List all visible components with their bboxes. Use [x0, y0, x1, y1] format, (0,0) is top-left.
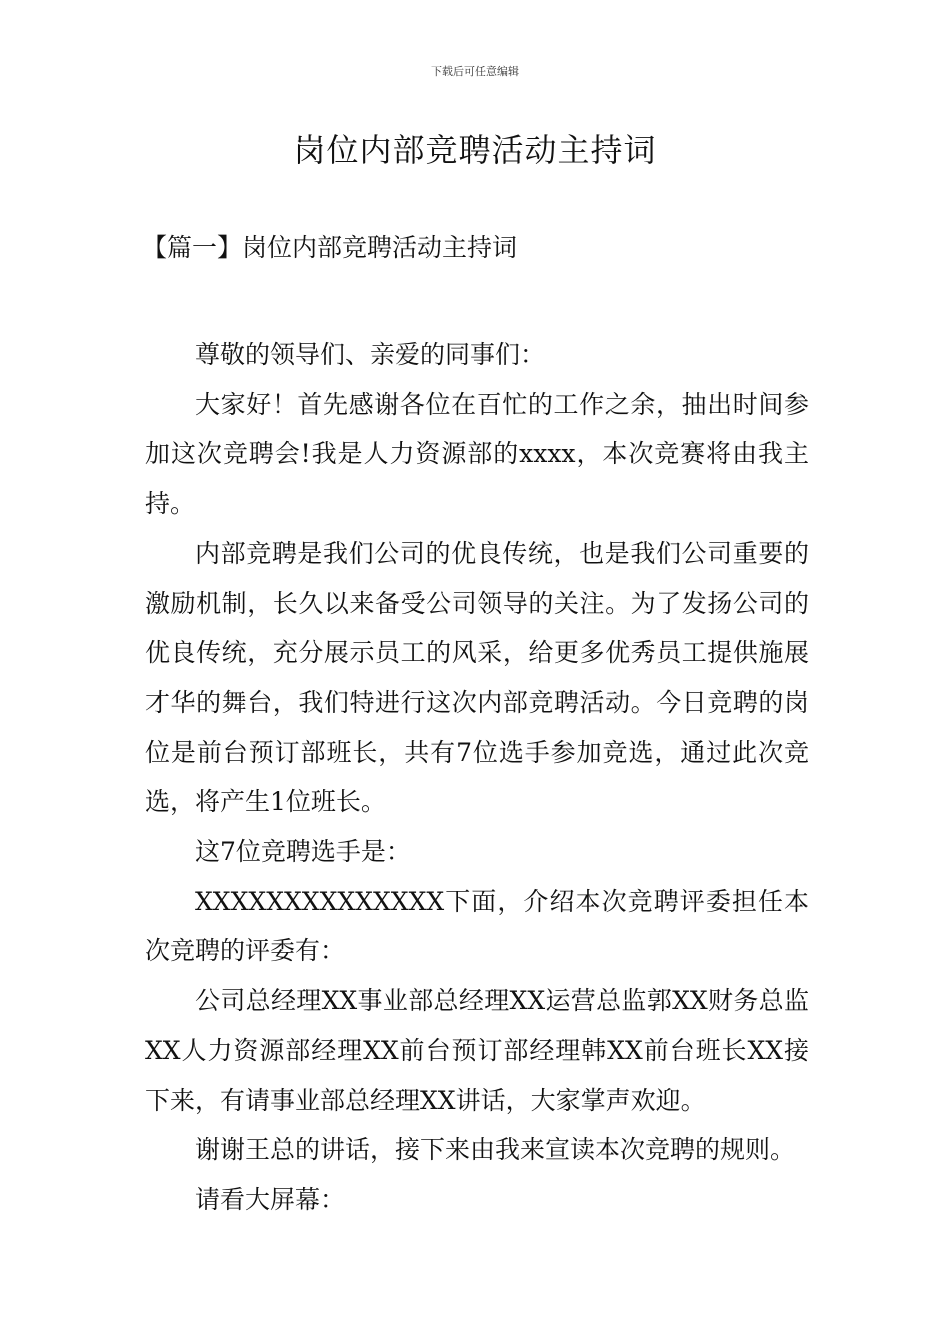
body-text [145, 330, 809, 1225]
paragraph-candidates-intro: 这7位竞聘选手是： [195, 837, 411, 867]
document-title: 岗位内部竞聘活动主持词 [293, 131, 657, 169]
paragraph-greeting: 尊敬的领导们、亲爱的同事们： [195, 340, 546, 369]
paragraph-purpose: 内部竞聘是我们公司的优良传统，也是我们公司重要的激励机制，长久以来备受公司领导的关注。为了发扬公司的优良传统，充分展示员工的风采，给更多优秀员工提供施展才华的舞台，我们特进行这次内部竞聘活动。今日竞聘的岗位是前台预订部班长，共有7位选手参加竞选，通过此次竞选，将产生1位班长。 [145, 538, 809, 817]
paragraph-screen: 请看大屏幕： [195, 1184, 346, 1214]
paragraph-judges-intro: XXXXXXXXXXXXXX下面，介绍本次竞聘评委担任本次竞聘的评委有： [145, 886, 809, 966]
header-note: 下载后可任意编辑 [431, 65, 519, 78]
paragraph-opening: 大家好！首先感谢各位在百忙的工作之余，抽出时间参加这次竞聘会!我是人力资源部的xxxx，本次竞赛将由我主持。 [145, 389, 809, 519]
section-heading: 【篇一】岗位内部竞聘活动主持词 [142, 233, 518, 262]
paragraph-judges-list: 公司总经理XX事业部总经理XX运营总监郭XX财务总监XX人力资源部经理XX前台预订部经理韩XX前台班长XX接下来，有请事业部总经理XX讲话，大家掌声欢迎。 [145, 986, 809, 1115]
paragraph-rules: 谢谢王总的讲话，接下来由我来宣读本次竞聘的规则。 [195, 1135, 796, 1165]
